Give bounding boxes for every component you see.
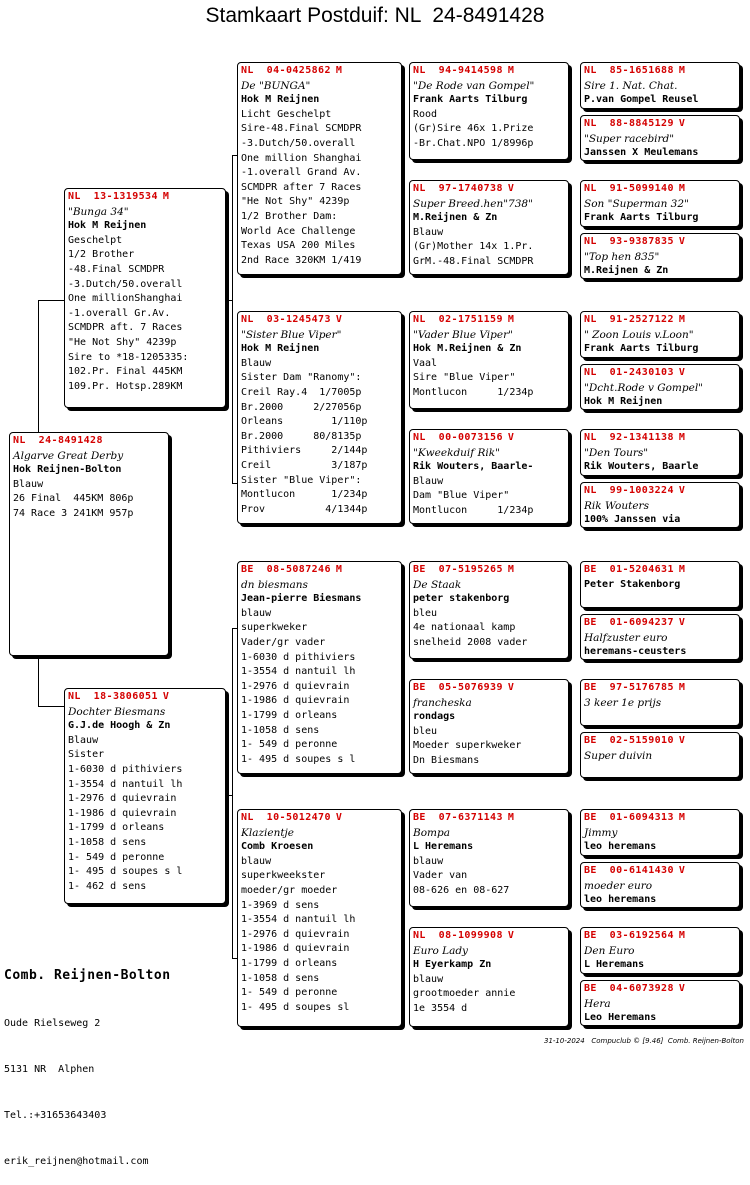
pigeon-info-line: Blauw bbox=[68, 734, 99, 746]
pigeon-info-line: blauw bbox=[241, 607, 272, 619]
pigeon-info-line: Prov 4/1344p bbox=[241, 503, 368, 515]
pigeon-info-line: Geschelpt bbox=[68, 234, 123, 246]
sex-badge: M bbox=[678, 564, 686, 575]
pigeon-info-line: 1-2976 d quievrain bbox=[241, 928, 350, 940]
pigeon-info-line: 1- 549 d peronne bbox=[241, 987, 338, 999]
pigeon-card-subject[interactable] bbox=[9, 432, 169, 656]
connector-line bbox=[232, 628, 233, 958]
sex-badge: V bbox=[678, 865, 686, 876]
pigeon-info-line: 102.Pr. Final 445KM bbox=[68, 366, 183, 378]
ring-number bbox=[413, 182, 565, 197]
sex-badge: M bbox=[678, 930, 686, 941]
pigeon-info-line: "He Not Shy" 4239p bbox=[241, 196, 350, 208]
pigeon-info-line: World Ace Challenge bbox=[241, 225, 356, 237]
sex-badge: M bbox=[678, 432, 686, 443]
pigeon-card-gen4[interactable] bbox=[580, 614, 740, 660]
pigeon-owner: Hok M Reijnen bbox=[68, 220, 147, 232]
pigeon-info-line: Blauw bbox=[413, 226, 444, 238]
pigeon-info-line: Dn Biesmans bbox=[413, 754, 480, 766]
pigeon-owner: M.Reijnen & Zn bbox=[584, 265, 669, 277]
pigeon-info-line: -Br.Chat.NPO 1/8996p bbox=[413, 137, 534, 149]
pigeon-name: Klazientje bbox=[241, 826, 295, 839]
ring-code: BE 01-6094237 bbox=[584, 617, 674, 628]
pigeon-info-line: Creil Ray.4 1/7005p bbox=[241, 386, 362, 398]
ring-code: NL 00-0073156 bbox=[413, 432, 503, 443]
ring-number bbox=[584, 982, 736, 997]
sex-badge: V bbox=[335, 812, 343, 823]
pigeon-info-line: 1-6030 d pithiviers bbox=[68, 763, 183, 775]
pigeon-card-gen3[interactable] bbox=[409, 180, 569, 275]
pigeon-info-line: 1/2 Brother Dam: bbox=[241, 210, 338, 222]
ring-number bbox=[413, 681, 565, 696]
sex-badge: V bbox=[335, 314, 343, 325]
pigeon-info-line: 1-6030 d pithiviers bbox=[241, 651, 356, 663]
pigeon-info-line: "He Not Shy" 4239p bbox=[68, 336, 177, 348]
sex-badge: M bbox=[678, 682, 686, 693]
sex-badge: M bbox=[162, 191, 170, 202]
owner-address-line: Oude Rielseweg 2 bbox=[4, 1017, 101, 1029]
ring-code: NL 13-1319534 bbox=[68, 191, 158, 202]
connector-line bbox=[38, 300, 39, 432]
pigeon-info-line: snelheid 2008 vader bbox=[413, 636, 528, 648]
sex-badge: V bbox=[678, 236, 686, 247]
ring-number bbox=[241, 811, 398, 826]
ring-code: NL 04-0425862 bbox=[241, 65, 331, 76]
pigeon-owner: Hok M Reijnen bbox=[241, 94, 320, 106]
pigeon-card-gen4[interactable] bbox=[580, 927, 740, 974]
ring-number bbox=[584, 681, 736, 696]
pigeon-info-line: 1-3969 d sens bbox=[241, 899, 320, 911]
pigeon-info-line: 1-1058 d sens bbox=[241, 972, 320, 984]
ring-code: NL 03-1245473 bbox=[241, 314, 331, 325]
pigeon-info-line: 1-3554 d nantuil lh bbox=[241, 914, 356, 926]
ring-number bbox=[584, 313, 736, 328]
sex-badge: V bbox=[678, 983, 686, 994]
pigeon-owner: Frank Aarts Tilburg bbox=[413, 94, 528, 106]
pigeon-owner: Frank Aarts Tilburg bbox=[584, 343, 699, 355]
ring-code: NL 02-1751159 bbox=[413, 314, 503, 325]
pigeon-info-line: Sister Dam "Ranomy": bbox=[241, 372, 362, 384]
pigeon-owner: G.J.de Hoogh & Zn bbox=[68, 720, 171, 732]
sex-badge: M bbox=[678, 183, 686, 194]
pigeon-info-line: 1- 495 d soupes s l bbox=[241, 753, 356, 765]
pigeon-card-dam-dam[interactable] bbox=[237, 809, 402, 1027]
ring-code: NL 88-8845129 bbox=[584, 118, 674, 129]
pigeon-card-gen4[interactable] bbox=[580, 732, 740, 778]
pigeon-name: "Dcht.Rode v Gompel" bbox=[584, 381, 704, 394]
pigeon-card-gen4[interactable] bbox=[580, 115, 740, 161]
pigeon-owner: Hok M Reijnen bbox=[241, 343, 320, 355]
ring-number bbox=[584, 235, 736, 250]
connector-line bbox=[226, 795, 233, 796]
ring-number bbox=[68, 690, 222, 705]
pigeon-info-line: Texas USA 200 Miles bbox=[241, 240, 356, 252]
ring-code: BE 01-5204631 bbox=[584, 564, 674, 575]
pigeon-info-line: (Gr)Mother 14x 1.Pr. bbox=[413, 241, 534, 253]
pigeon-info-line: Sire to *18-1205335: bbox=[68, 351, 189, 363]
sex-badge: V bbox=[507, 930, 515, 941]
pigeon-name: Dochter Biesmans bbox=[68, 705, 166, 718]
pigeon-owner: Frank Aarts Tilburg bbox=[584, 212, 699, 224]
pigeon-info-line: blauw bbox=[413, 855, 444, 867]
pigeon-info-line: 1/2 Brother bbox=[68, 249, 135, 261]
pigeon-info-line: Montlucon 1/234p bbox=[241, 489, 368, 501]
ring-code: NL 93-9387835 bbox=[584, 236, 674, 247]
ring-number bbox=[584, 366, 736, 381]
pigeon-name: Jimmy bbox=[584, 826, 618, 839]
pigeon-info-line: Vader/gr vader bbox=[241, 636, 326, 648]
pigeon-owner: Janssen X Meulemans bbox=[584, 147, 699, 159]
pigeon-info-line: -1.overall Gr.Av. bbox=[68, 307, 171, 319]
ring-number bbox=[584, 117, 736, 132]
ring-number bbox=[584, 929, 736, 944]
pigeon-card-gen4[interactable] bbox=[580, 429, 740, 476]
pigeon-card-gen3[interactable] bbox=[409, 809, 569, 907]
pigeon-info-line: Br.2000 80/8135p bbox=[241, 430, 362, 442]
pigeon-name: "Kweekduif Rik" bbox=[413, 446, 500, 459]
pigeon-owner: P.van Gompel Reusel bbox=[584, 94, 699, 106]
pigeon-card-sire-sire[interactable] bbox=[237, 62, 402, 275]
ring-code: BE 04-6073928 bbox=[584, 983, 674, 994]
sex-badge: V bbox=[678, 735, 686, 746]
ring-number bbox=[13, 434, 165, 449]
connector-line bbox=[38, 706, 66, 707]
connector-line bbox=[38, 300, 66, 301]
pigeon-owner: Comb Kroesen bbox=[241, 841, 314, 853]
sex-badge: M bbox=[507, 65, 515, 76]
sex-badge: M bbox=[507, 314, 515, 325]
pigeon-info-line: (Gr)Sire 46x 1.Prize bbox=[413, 123, 534, 135]
pigeon-info-line: Rood bbox=[413, 108, 438, 120]
ring-number bbox=[584, 734, 736, 749]
pigeon-info-line: 1-1799 d orleans bbox=[241, 709, 338, 721]
pigeon-card-gen4[interactable] bbox=[580, 482, 740, 528]
ring-code: NL 92-1341138 bbox=[584, 432, 674, 443]
pigeon-info-line: 1-1058 d sens bbox=[68, 836, 147, 848]
sex-badge: V bbox=[678, 118, 686, 129]
pigeon-name: Algarve Great Derby bbox=[13, 449, 124, 462]
page-title: Stamkaart Postduif: NL 24-8491428 bbox=[205, 4, 545, 27]
pigeon-info-line: bleu bbox=[413, 607, 438, 619]
sex-badge: V bbox=[678, 367, 686, 378]
pigeon-info-line: 1-3554 d nantuil lh bbox=[241, 666, 356, 678]
pigeon-card-gen3[interactable] bbox=[409, 429, 569, 524]
ring-number bbox=[413, 811, 565, 826]
pigeon-card-dam-sire[interactable] bbox=[237, 561, 402, 774]
pigeon-owner: leo heremans bbox=[584, 841, 657, 853]
ring-number bbox=[241, 563, 398, 578]
ring-code: NL 94-9414598 bbox=[413, 65, 503, 76]
ring-number bbox=[584, 864, 736, 879]
pigeon-owner: peter stakenborg bbox=[413, 593, 510, 605]
ring-code: BE 07-5195265 bbox=[413, 564, 503, 575]
pigeon-name: Bompa bbox=[413, 826, 450, 839]
pigeon-info-line: 1-1986 d quievrain bbox=[241, 943, 350, 955]
ring-code: NL 91-5099140 bbox=[584, 183, 674, 194]
ring-code: NL 99-1003224 bbox=[584, 485, 674, 496]
pigeon-info-line: 1e 3554 d bbox=[413, 1002, 468, 1014]
sex-badge: V bbox=[507, 432, 515, 443]
pigeon-info-line: Sister "Blue Viper": bbox=[241, 474, 362, 486]
pigeon-info-line: Montlucon 1/234p bbox=[413, 386, 534, 398]
pigeon-card-gen4[interactable] bbox=[580, 980, 740, 1026]
sex-badge: M bbox=[678, 314, 686, 325]
pigeon-info-line: 1- 495 d soupes s l bbox=[68, 866, 183, 878]
pigeon-info-line: 1-1986 d quievrain bbox=[241, 695, 350, 707]
connector-line bbox=[232, 155, 233, 483]
pigeon-card-gen4[interactable] bbox=[580, 62, 740, 109]
ring-code: BE 01-6094313 bbox=[584, 812, 674, 823]
pigeon-card-gen4[interactable] bbox=[580, 809, 740, 856]
pigeon-name: "Bunga 34" bbox=[68, 205, 129, 218]
pigeon-info-line: Blauw bbox=[413, 475, 444, 487]
ring-code: BE 02-5159010 bbox=[584, 735, 674, 746]
pigeon-owner: Rik Wouters, Baarle bbox=[584, 461, 699, 473]
pigeon-owner: Rik Wouters, Baarle- bbox=[413, 461, 534, 473]
pigeon-info-line: Sister bbox=[68, 749, 105, 761]
ring-number bbox=[584, 616, 736, 631]
pigeon-owner: Hok Reijnen-Bolton bbox=[13, 464, 122, 476]
pigeon-card-sire[interactable] bbox=[64, 188, 226, 408]
pigeon-info-line: 1-1799 d orleans bbox=[241, 957, 338, 969]
pigeon-card-gen4[interactable] bbox=[580, 561, 740, 608]
pigeon-name: "Sister Blue Viper" bbox=[241, 328, 342, 341]
pigeon-info-line: 1-1058 d sens bbox=[241, 724, 320, 736]
ring-number bbox=[413, 929, 565, 944]
pigeon-name: De Staak bbox=[413, 578, 462, 591]
pigeon-owner: L Heremans bbox=[413, 841, 474, 853]
pigeon-card-gen3[interactable] bbox=[409, 311, 569, 409]
ring-code: NL 97-1740738 bbox=[413, 183, 503, 194]
ring-number bbox=[68, 190, 222, 205]
ring-number bbox=[241, 64, 398, 79]
ring-code: NL 24-8491428 bbox=[13, 435, 103, 446]
pigeon-card-sire-dam[interactable] bbox=[237, 311, 402, 524]
ring-code: NL 08-1099908 bbox=[413, 930, 503, 941]
pigeon-info-line: blauw bbox=[413, 973, 444, 985]
pigeon-info-line: 26 Final 445KM 806p bbox=[13, 493, 134, 505]
pigeon-card-gen3[interactable] bbox=[409, 927, 569, 1027]
pigeon-info-line: Orleans 1/110p bbox=[241, 416, 368, 428]
pigeon-info-line: 1- 462 d sens bbox=[68, 880, 147, 892]
ring-number bbox=[584, 484, 736, 499]
pigeon-info-line: Pithiviers 2/144p bbox=[241, 445, 368, 457]
pigeon-info-line: Blauw bbox=[13, 478, 44, 490]
pigeon-info-line: 1-2976 d quievrain bbox=[241, 680, 350, 692]
pigeon-owner: Jean-pierre Biesmans bbox=[241, 593, 362, 605]
pigeon-owner: rondags bbox=[413, 711, 456, 723]
pigeon-name: "De Rode van Gompel" bbox=[413, 79, 535, 92]
pigeon-info-line: grootmoeder annie bbox=[413, 988, 516, 1000]
pigeon-owner: H Eyerkamp Zn bbox=[413, 959, 492, 971]
pigeon-info-line: One millionShanghai bbox=[68, 293, 183, 305]
pigeon-info-line: Vader van bbox=[413, 870, 468, 882]
pigeon-owner: M.Reijnen & Zn bbox=[413, 212, 498, 224]
ring-code: BE 05-5076939 bbox=[413, 682, 503, 693]
sex-badge: V bbox=[678, 485, 686, 496]
pigeon-info-line: Sire-48.Final SCMDPR bbox=[241, 123, 362, 135]
ring-number bbox=[413, 563, 565, 578]
pigeon-card-gen3[interactable] bbox=[409, 561, 569, 659]
pigeon-info-line: blauw bbox=[241, 855, 272, 867]
sex-badge: M bbox=[507, 564, 515, 575]
pigeon-card-gen4[interactable] bbox=[580, 364, 740, 410]
ring-number bbox=[241, 313, 398, 328]
ring-code: NL 01-2430103 bbox=[584, 367, 674, 378]
pigeon-name: dn biesmans bbox=[241, 578, 308, 591]
ring-number bbox=[584, 811, 736, 826]
ring-code: NL 10-5012470 bbox=[241, 812, 331, 823]
pigeon-info-line: Creil 3/187p bbox=[241, 459, 368, 471]
pigeon-name: De "BUNGA" bbox=[241, 79, 311, 92]
pigeon-name: francheska bbox=[413, 696, 472, 709]
ring-number bbox=[413, 64, 565, 79]
pigeon-name: "Vader Blue Viper" bbox=[413, 328, 513, 341]
sex-badge: M bbox=[678, 65, 686, 76]
pigeon-info-line: 109.Pr. Hotsp.289KM bbox=[68, 380, 183, 392]
pigeon-info-line: 1- 495 d soupes sl bbox=[241, 1001, 350, 1013]
pigeon-info-line: Licht Geschelpt bbox=[241, 108, 332, 120]
ring-code: BE 07-6371143 bbox=[413, 812, 503, 823]
pigeon-info-line: 1- 549 d peronne bbox=[68, 851, 165, 863]
pigeon-info-line: 2nd Race 320KM 1/419 bbox=[241, 254, 362, 266]
pigeon-info-line: 4e nationaal kamp bbox=[413, 622, 516, 634]
pigeon-info-line: Moeder superkweker bbox=[413, 740, 522, 752]
pigeon-info-line: -48.Final SCMDPR bbox=[68, 263, 165, 275]
pigeon-info-line: SCMDPR aft. 7 Races bbox=[68, 322, 183, 334]
pigeon-info-line: superkweker bbox=[241, 622, 308, 634]
pigeon-info-line: 1-3554 d nantuil lh bbox=[68, 778, 183, 790]
pigeon-name: Den Euro bbox=[584, 944, 635, 957]
pigeon-name: " Zoon Louis v.Loon" bbox=[584, 328, 694, 341]
pigeon-name: Halfzuster euro bbox=[584, 631, 668, 644]
sex-badge: V bbox=[507, 682, 515, 693]
pigeon-card-gen4[interactable] bbox=[580, 679, 740, 726]
pigeon-info-line: -3.Dutch/50.overall bbox=[68, 278, 183, 290]
pigeon-info-line: 1-2976 d quievrain bbox=[68, 793, 177, 805]
pigeon-name: "Den Tours" bbox=[584, 446, 649, 459]
pigeon-info-line: Dam "Blue Viper" bbox=[413, 490, 510, 502]
pigeon-name: Super Breed.hen"738" bbox=[413, 197, 533, 210]
pigeon-name: moeder euro bbox=[584, 879, 653, 892]
sex-badge: M bbox=[678, 812, 686, 823]
pigeon-info-line: Vaal bbox=[413, 357, 438, 369]
pigeon-name: 3 keer 1e prijs bbox=[584, 696, 662, 709]
pigeon-owner: Hok M.Reijnen & Zn bbox=[413, 343, 522, 355]
sex-badge: M bbox=[507, 812, 515, 823]
pigeon-info-line: -1.overall Grand Av. bbox=[241, 167, 362, 179]
pigeon-owner: Leo Heremans bbox=[584, 1012, 657, 1024]
pigeon-info-line: moeder/gr moeder bbox=[241, 884, 338, 896]
ring-code: NL 18-3806051 bbox=[68, 691, 158, 702]
pigeon-info-line: bleu bbox=[413, 725, 438, 737]
pigeon-info-line: SCMDPR after 7 Races bbox=[241, 181, 362, 193]
connector-line bbox=[226, 300, 233, 301]
sex-badge: M bbox=[335, 564, 343, 575]
pigeon-info-line: GrM.-48.Final SCMDPR bbox=[413, 255, 534, 267]
pigeon-card-dam[interactable] bbox=[64, 688, 226, 904]
pigeon-name: Rik Wouters bbox=[584, 499, 649, 512]
owner-name: Comb. Reijnen-Bolton bbox=[4, 967, 171, 983]
pigeon-name: Super duivin bbox=[584, 749, 653, 762]
owner-info bbox=[4, 936, 171, 1185]
pigeon-info-line: One million Shanghai bbox=[241, 152, 362, 164]
ring-number bbox=[584, 182, 736, 197]
ring-code: BE 97-5176785 bbox=[584, 682, 674, 693]
pigeon-info-line: superkweekster bbox=[241, 870, 326, 882]
pigeon-owner: Peter Stakenborg bbox=[584, 578, 681, 590]
ring-code: NL 85-1651688 bbox=[584, 65, 674, 76]
pigeon-owner: Hok M Reijnen bbox=[584, 396, 663, 408]
connector-line bbox=[38, 656, 39, 707]
pigeon-info-line: 74 Race 3 241KM 957p bbox=[13, 507, 134, 519]
pigeon-info-line: 1-1799 d orleans bbox=[68, 822, 165, 834]
pigeon-card-gen4[interactable] bbox=[580, 311, 740, 358]
ring-number bbox=[584, 431, 736, 446]
pigeon-name: "Super racebird" bbox=[584, 132, 675, 145]
pigeon-info-line: Blauw bbox=[241, 357, 272, 369]
pigeon-name: Son "Superman 32" bbox=[584, 197, 689, 210]
pigeon-info-line: -3.Dutch/50.overall bbox=[241, 137, 356, 149]
pigeon-info-line: 1- 549 d peronne bbox=[241, 739, 338, 751]
sex-badge: V bbox=[678, 617, 686, 628]
pigeon-owner: heremans-ceusters bbox=[584, 646, 687, 658]
pigeon-info-line: 08-626 en 08-627 bbox=[413, 884, 510, 896]
pigeon-info-line: Sire "Blue Viper" bbox=[413, 372, 516, 384]
sex-badge: V bbox=[162, 691, 170, 702]
ring-number bbox=[413, 431, 565, 446]
owner-address-line: 5131 NR Alphen bbox=[4, 1063, 95, 1075]
ring-number bbox=[413, 313, 565, 328]
ring-code: NL 91-2527122 bbox=[584, 314, 674, 325]
pigeon-info-line: Br.2000 2/27056p bbox=[241, 401, 362, 413]
pigeon-name: Hera bbox=[584, 997, 611, 1010]
ring-code: BE 08-5087246 bbox=[241, 564, 331, 575]
pigeon-card-gen4[interactable] bbox=[580, 862, 740, 908]
pigeon-name: Euro Lady bbox=[413, 944, 468, 957]
pigeon-name: "Top hen 835" bbox=[584, 250, 660, 263]
pigeon-card-gen3[interactable] bbox=[409, 679, 569, 774]
ring-code: BE 03-6192564 bbox=[584, 930, 674, 941]
pigeon-owner: 100% Janssen via bbox=[584, 514, 681, 526]
pigeon-owner: leo heremans bbox=[584, 894, 657, 906]
pigeon-card-gen4[interactable] bbox=[580, 233, 740, 279]
ring-number bbox=[584, 563, 736, 578]
sex-badge: M bbox=[335, 65, 343, 76]
print-stamp: 31-10-2024 Compuclub © [9.46] Comb. Reijnen-Bolton bbox=[544, 1037, 744, 1045]
ring-number bbox=[584, 64, 736, 79]
pigeon-info-line: Montlucon 1/234p bbox=[413, 504, 534, 516]
owner-email[interactable]: erik_reijnen@hotmail.com bbox=[4, 1156, 149, 1168]
pigeon-card-gen3[interactable] bbox=[409, 62, 569, 160]
pigeon-info-line: 1-1986 d quievrain bbox=[68, 807, 177, 819]
pigeon-name: Sire 1. Nat. Chat. bbox=[584, 79, 678, 92]
owner-phone: Tel.:+31653643403 bbox=[4, 1110, 107, 1122]
pigeon-owner: L Heremans bbox=[584, 959, 645, 971]
ring-code: BE 00-6141430 bbox=[584, 865, 674, 876]
pigeon-card-gen4[interactable] bbox=[580, 180, 740, 227]
sex-badge: V bbox=[507, 183, 515, 194]
